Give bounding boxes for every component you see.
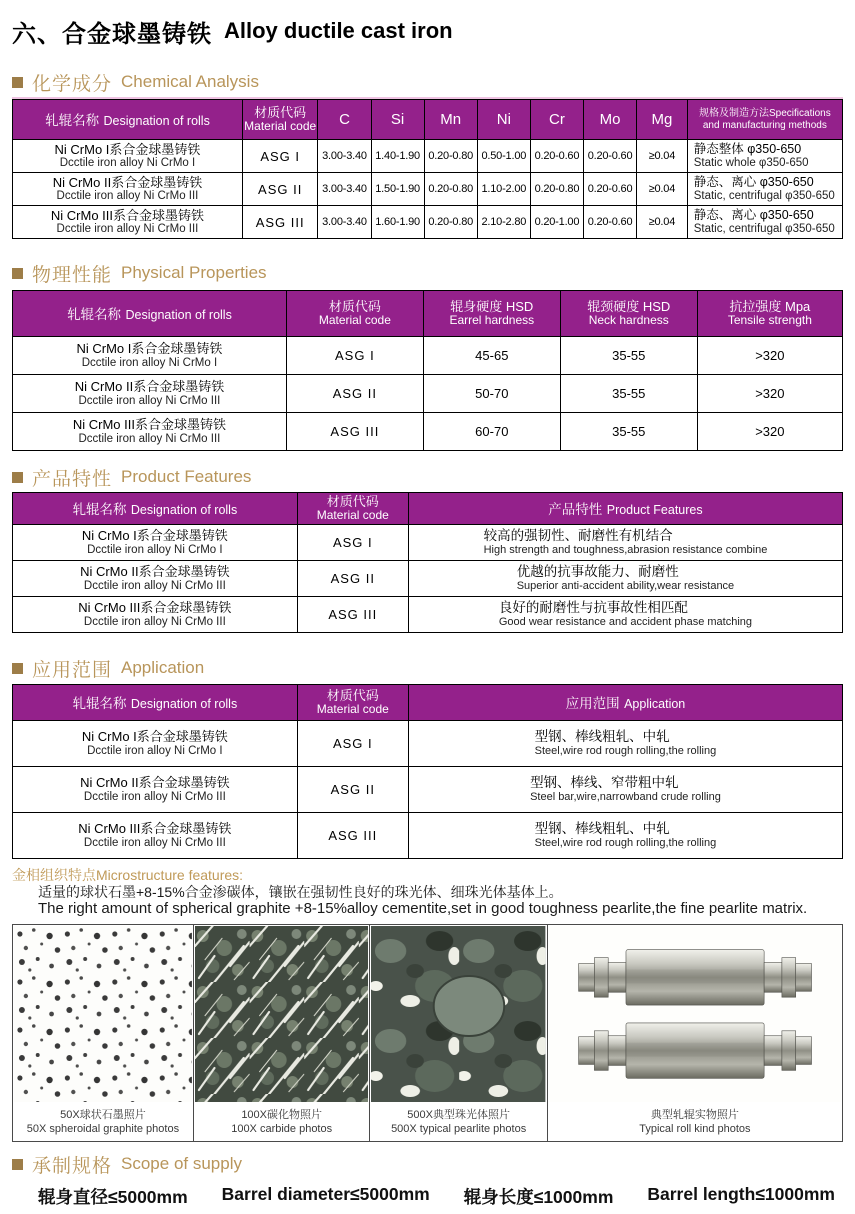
photo-strip <box>12 924 843 1142</box>
pearlite-micrograph-image <box>371 926 545 1102</box>
material-code-cell: ASG I <box>242 140 318 173</box>
feature-desc-cell: 良好的耐磨性与抗事故性相匹配 Good wear resistance and accident phase matching <box>408 597 842 633</box>
bullet-square-icon <box>12 268 23 279</box>
barrel-diameter-zh: 辊身直径≤5000mm <box>38 1187 188 1207</box>
page-title-en: Alloy ductile cast iron <box>224 18 453 43</box>
header-element-cr: Cr <box>530 100 583 140</box>
value-cell-cr: 0.20-0.80 <box>530 173 583 206</box>
header-designation: 轧辊名称 Designation of rolls <box>13 493 298 525</box>
barrel-length-zh: 辊身长度≤1000mm <box>463 1187 614 1207</box>
roll-name-cell: Ni CrMo II系合金球墨铸铁 Dcctile iron alloy Ni CrMo III <box>13 767 298 813</box>
material-code-cell: ASG I <box>286 337 423 375</box>
roll-name-cell: Ni CrMo II系合金球墨铸铁 Dcctile iron alloy Ni CrMo III <box>13 561 298 597</box>
value-cell-c: 3.00-3.40 <box>318 173 371 206</box>
catalog-page <box>0 14 855 1209</box>
product-features-table <box>12 492 843 633</box>
section-physical-zh: 物理性能 <box>32 264 113 286</box>
header-material-code: 材质代码 Material code <box>286 291 423 337</box>
header-material-code: 材质代码 Material code <box>242 100 318 140</box>
section-application-en: Application <box>121 658 205 677</box>
material-code-cell: ASG II <box>242 173 318 206</box>
header-element-mn: Mn <box>424 100 477 140</box>
barrel-hardness-cell: 50-70 <box>423 375 560 413</box>
roll-name-cell: Ni CrMo I系合金球墨铸铁 Dcctile iron alloy Ni CrMo I <box>13 337 287 375</box>
value-cell-cr: 0.20-0.60 <box>530 140 583 173</box>
micrograph-carbide <box>194 925 370 1103</box>
header-element-si: Si <box>371 100 424 140</box>
header-material-code: 材质代码 Material code <box>297 685 408 721</box>
section-features-zh: 产品特性 <box>32 468 113 490</box>
tensile-strength-cell: >320 <box>697 375 842 413</box>
material-code-cell: ASG II <box>297 561 408 597</box>
table-row <box>13 813 843 859</box>
barrel-length-en: Barrel length≤1000mm <box>647 1184 835 1204</box>
barrel-hardness-cell: 60-70 <box>423 413 560 451</box>
roll-name-cell: Ni CrMo II系合金球墨铸铁 Dcctile iron alloy Ni CrMo III <box>13 375 287 413</box>
header-designation: 轧辊名称 Designation of rolls <box>13 685 298 721</box>
material-code-cell: ASG III <box>297 597 408 633</box>
roll-name-cell: Ni CrMo III系合金球墨铸铁 Dcctile iron alloy Ni CrMo III <box>13 813 298 859</box>
tensile-strength-cell: >320 <box>697 413 842 451</box>
page-title <box>12 14 843 48</box>
header-barrel-hardness: 辊身硬度 HSD Earrel hardness <box>423 291 560 337</box>
value-cell-mg: ≥0.04 <box>637 206 688 239</box>
photo-caption: 500X典型珠光体照片 500X typical pearlite photos <box>391 1108 527 1135</box>
value-cell-ni: 1.10-2.00 <box>477 173 530 206</box>
table-row <box>13 173 843 206</box>
application-desc-cell: 型钢、棒线、窄带粗中轧 Steel bar,wire,narrowband crude rolling <box>408 767 842 813</box>
value-cell-mo: 0.20-0.60 <box>583 140 636 173</box>
section-features-en: Product Features <box>121 467 252 486</box>
header-specifications: 规格及制造方法Specifications and manufacturing methods <box>687 100 842 140</box>
photo-panel-graphite <box>13 925 193 1141</box>
graphite-micrograph-image <box>14 926 192 1102</box>
roll-name-cell: Ni CrMo I系合金球墨铸铁 Dcctile iron alloy Ni CrMo I <box>13 140 243 173</box>
section-heading-chemical <box>12 70 843 94</box>
header-product-features: 产品特性 Product Features <box>408 493 842 525</box>
header-element-ni: Ni <box>477 100 530 140</box>
bullet-square-icon <box>12 1159 23 1170</box>
feature-desc-cell: 优越的抗事故能力、耐磨性 Superior anti-accident ability,wear resistance <box>408 561 842 597</box>
section-supply-en: Scope of supply <box>121 1154 242 1173</box>
value-cell-mn: 0.20-0.80 <box>424 206 477 239</box>
table-row <box>13 140 843 173</box>
section-chemical-zh: 化学成分 <box>32 73 113 95</box>
roll-name-cell: Ni CrMo III系合金球墨铸铁 Dcctile iron alloy Ni CrMo III <box>13 597 298 633</box>
header-application: 应用范围 Application <box>408 685 842 721</box>
roll-photo <box>548 925 842 1103</box>
header-designation: 轧辊名称 Designation of rolls <box>13 291 287 337</box>
micrograph-pearlite <box>370 925 546 1103</box>
value-cell-mn: 0.20-0.80 <box>424 140 477 173</box>
header-element-mg: Mg <box>637 100 688 140</box>
header-element-mo: Mo <box>583 100 636 140</box>
table-header-row <box>13 493 843 525</box>
table-header-row <box>13 291 843 337</box>
roll-name-cell: Ni CrMo I系合金球墨铸铁 Dcctile iron alloy Ni CrMo I <box>13 525 298 561</box>
microstructure-heading: 金相组织特点Microstructure features: <box>12 867 244 883</box>
roll-name-cell: Ni CrMo II系合金球墨铸铁 Dcctile iron alloy Ni CrMo III <box>13 173 243 206</box>
table-row <box>13 525 843 561</box>
header-designation: 轧辊名称 Designation of rolls <box>13 100 243 140</box>
value-cell-si: 1.50-1.90 <box>371 173 424 206</box>
table-row <box>13 206 843 239</box>
application-desc-cell: 型钢、棒线粗轧、中轧 Steel,wire rod rough rolling,the rolling <box>408 721 842 767</box>
section-heading-features <box>12 465 843 489</box>
material-code-cell: ASG II <box>297 767 408 813</box>
roll-photo-image <box>549 926 841 1102</box>
table-row <box>13 561 843 597</box>
table-row <box>13 375 843 413</box>
photo-panel-carbide <box>193 925 370 1141</box>
bullet-square-icon <box>12 472 23 483</box>
section-physical-en: Physical Properties <box>121 263 267 282</box>
microstructure-block <box>12 865 843 919</box>
material-code-cell: ASG III <box>297 813 408 859</box>
section-heading-supply <box>12 1151 843 1177</box>
value-cell-mn: 0.20-0.80 <box>424 173 477 206</box>
value-cell-mg: ≥0.04 <box>637 140 688 173</box>
section-heading-physical <box>12 260 843 286</box>
material-code-cell: ASG I <box>297 525 408 561</box>
value-cell-c: 3.00-3.40 <box>318 140 371 173</box>
value-cell-cr: 0.20-1.00 <box>530 206 583 239</box>
neck-hardness-cell: 35-55 <box>560 413 697 451</box>
roll-name-cell: Ni CrMo III系合金球墨铸铁 Dcctile iron alloy Ni CrMo III <box>13 206 243 239</box>
value-cell-mg: ≥0.04 <box>637 173 688 206</box>
photo-caption: 50X球状石墨照片 50X spheroidal graphite photos <box>26 1108 180 1135</box>
material-code-cell: ASG III <box>242 206 318 239</box>
spec-cell: 静态、离心 φ350-650 Static, centrifugal φ350-650 <box>687 173 842 206</box>
table-row <box>13 767 843 813</box>
value-cell-c: 3.00-3.40 <box>318 206 371 239</box>
barrel-diameter-en: Barrel diameter≤5000mm <box>221 1184 430 1204</box>
photo-caption: 典型轧辊实物照片 Typical roll kind photos <box>639 1108 751 1135</box>
photo-panel-rolls <box>547 925 842 1141</box>
photo-caption: 100X碳化物照片 100X carbide photos <box>231 1108 333 1135</box>
barrel-hardness-cell: 45-65 <box>423 337 560 375</box>
supply-spec-line <box>12 1184 843 1209</box>
table-row <box>13 597 843 633</box>
value-cell-ni: 2.10-2.80 <box>477 206 530 239</box>
bullet-square-icon <box>12 77 23 88</box>
photo-panel-pearlite <box>369 925 546 1141</box>
physical-properties-table <box>12 290 843 451</box>
header-element-c: C <box>318 100 371 140</box>
application-desc-cell: 型钢、棒线粗轧、中轧 Steel,wire rod rough rolling,the rolling <box>408 813 842 859</box>
feature-desc-cell: 较高的强韧性、耐磨性有机结合 High strength and toughness,abrasion resistance combine <box>408 525 842 561</box>
material-code-cell: ASG II <box>286 375 423 413</box>
material-code-cell: ASG III <box>286 413 423 451</box>
section-supply-zh: 承制规格 <box>32 1155 113 1177</box>
section-heading-application <box>12 655 843 681</box>
material-code-cell: ASG I <box>297 721 408 767</box>
value-cell-si: 1.60-1.90 <box>371 206 424 239</box>
header-neck-hardness: 辊颈硬度 HSD Neck hardness <box>560 291 697 337</box>
chemical-analysis-table <box>12 99 843 239</box>
carbide-micrograph-image <box>195 926 369 1102</box>
page-title-zh: 六、合金球墨铸铁 <box>12 20 212 48</box>
section-chemical-en: Chemical Analysis <box>121 72 259 91</box>
roll-name-cell: Ni CrMo I系合金球墨铸铁 Dcctile iron alloy Ni CrMo I <box>13 721 298 767</box>
value-cell-si: 1.40-1.90 <box>371 140 424 173</box>
microstructure-text-zh: 适量的球状石墨+8-15%合金渗碳体，镶嵌在强韧性良好的珠光体、细珠光体基体上。 <box>38 884 563 900</box>
application-table <box>12 684 843 859</box>
table-row <box>13 721 843 767</box>
spec-cell: 静态、离心 φ350-650 Static, centrifugal φ350-650 <box>687 206 842 239</box>
microstructure-text-en: The right amount of spherical graphite +8-15%alloy cementite,set in good toughness pearlite,the fine pearlite matrix. <box>38 900 808 917</box>
neck-hardness-cell: 35-55 <box>560 375 697 413</box>
table-row <box>13 337 843 375</box>
bullet-square-icon <box>12 663 23 674</box>
value-cell-mo: 0.20-0.60 <box>583 173 636 206</box>
header-tensile-strength: 抗拉强度 Mpa Tensile strength <box>697 291 842 337</box>
spec-cell: 静态整体 φ350-650 Static whole φ350-650 <box>687 140 842 173</box>
roll-name-cell: Ni CrMo III系合金球墨铸铁 Dcctile iron alloy Ni CrMo III <box>13 413 287 451</box>
value-cell-ni: 0.50-1.00 <box>477 140 530 173</box>
value-cell-mo: 0.20-0.60 <box>583 206 636 239</box>
micrograph-graphite <box>13 925 193 1103</box>
section-application-zh: 应用范围 <box>32 659 113 681</box>
table-header-row <box>13 100 843 140</box>
neck-hardness-cell: 35-55 <box>560 337 697 375</box>
header-material-code: 材质代码 Material code <box>297 493 408 525</box>
tensile-strength-cell: >320 <box>697 337 842 375</box>
table-row <box>13 413 843 451</box>
table-header-row <box>13 685 843 721</box>
